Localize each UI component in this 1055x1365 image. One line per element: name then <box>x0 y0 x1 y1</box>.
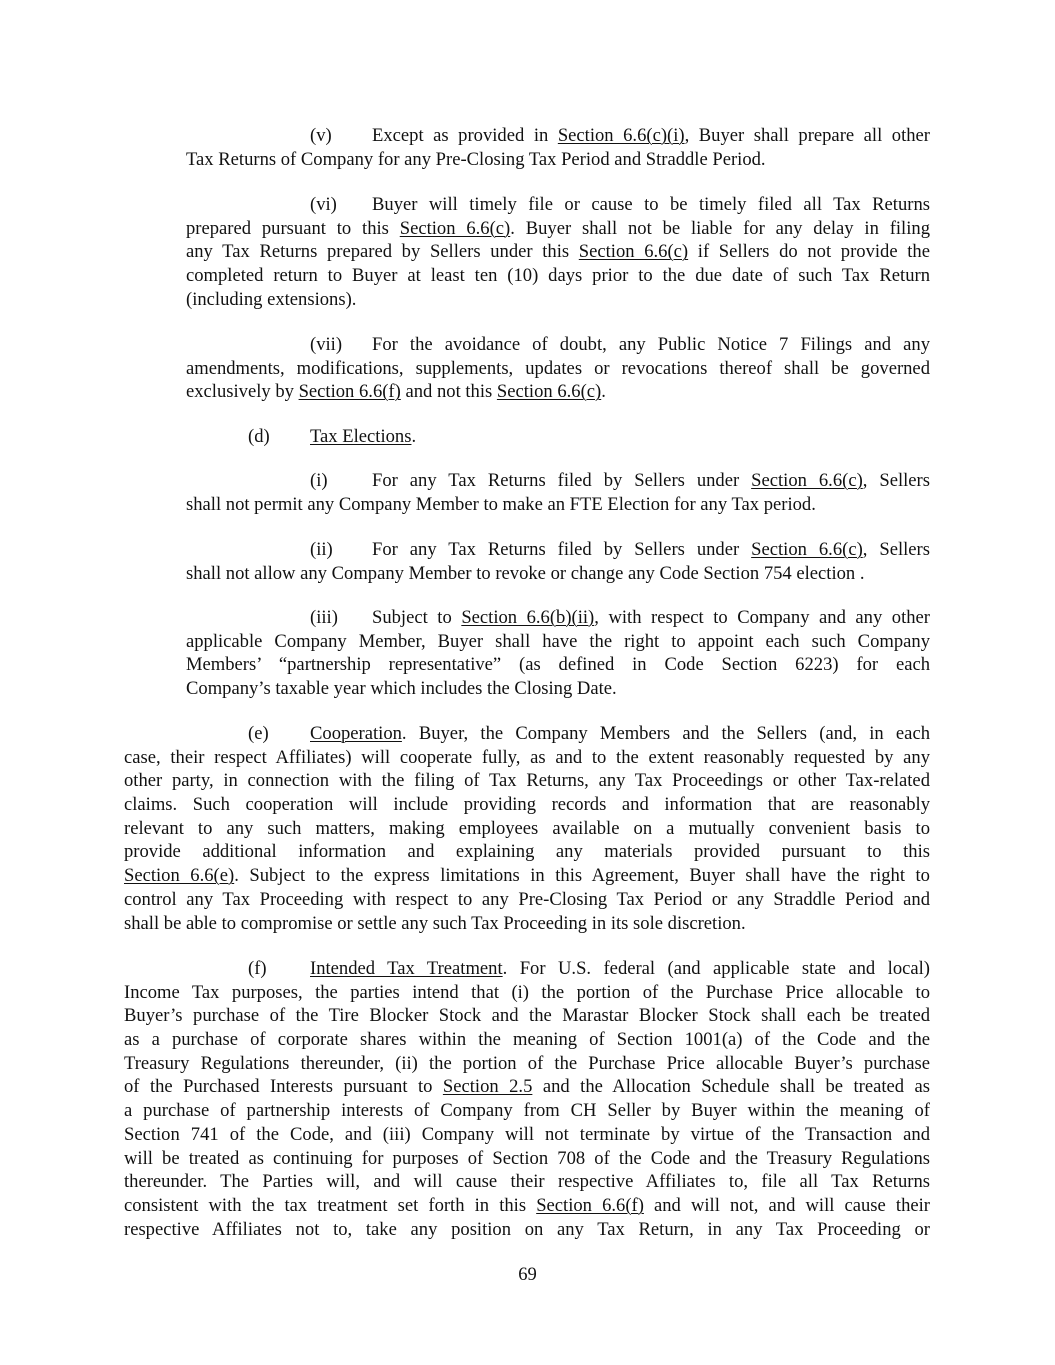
section-reference: Section 6.6(b)(ii) <box>461 607 595 628</box>
item-number: (vii) <box>310 334 343 355</box>
item-number: (iii) <box>310 607 338 628</box>
item-number: (e) <box>248 723 269 744</box>
paragraph-c-vi: (vi) Buyer will timely file or cause to be timely filed all Tax Returns prepared pursuant to this Section 6.6(c). Buyer shall not be liable for any delay in filing any Tax Returns prepared by Sellers under this Section 6.6(c) if Sellers do not provide the completed return to Buyer at least ten (10) days prior to the due date of such Tax Return (including extensions). <box>186 194 930 310</box>
paragraph-d-i: (i) For any Tax Returns filed by Sellers under Section 6.6(c), Sellers shall not permit any Company Member to make an FTE Election for any Tax period. <box>186 470 930 515</box>
paragraph-c-v: (v) Except as provided in Section 6.6(c)(i), Buyer shall prepare all other Tax Returns of Company for any Pre-Closing Tax Period and Straddle Period. <box>186 125 930 170</box>
item-number: (v) <box>310 125 332 146</box>
item-number: (vi) <box>310 194 337 215</box>
section-title: Cooperation <box>310 723 402 744</box>
paragraph-d-iii: (iii) Subject to Section 6.6(b)(ii), with respect to Company and any other applicable Company Member, Buyer shall have the right to appoint each such Company Members’ “partnership representative” (as defined in Code Section 6223) for each Company’s taxable year which includes the Closing Date. <box>186 607 931 700</box>
item-number: (d) <box>248 426 270 447</box>
section-reference: Section 6.6(c) <box>578 241 689 263</box>
paragraph-e-cooperation: (e) Cooperation. Buyer, the Company Members and the Sellers (and, in each case, their respect Affiliates) will cooperate fully, as and to the extent reasonably requested by any other party, in connection with the filing of Tax Returns, any Tax Proceedings or other Tax-related claims. Such cooperation will include providing records and information that are reasonably relevant to any such matters, making employees available on a mutually convenient basis to provide additional information and explaining any materials provided pursuant to this Section 6.6(e). Subject to the express limitations in this Agreement, Buyer shall have the right to control any Tax Proceeding with respect to any Pre-Closing Tax Period or any Straddle Period and shall be able to compromise or settle any such Tax Proceeding in its sole discretion. <box>124 723 930 934</box>
section-title: Tax Elections <box>310 426 412 447</box>
section-reference: Section 6.6(c) <box>496 381 602 403</box>
paragraph-d-ii: (ii) For any Tax Returns filed by Sellers under Section 6.6(c), Sellers shall not allow any Company Member to revoke or change any Code Section 754 election . <box>186 539 930 584</box>
page-number: 69 <box>518 1264 537 1285</box>
item-number: (f) <box>248 958 267 979</box>
section-reference: Section 2.5 <box>442 1076 533 1098</box>
section-reference: Section 6.6(c) <box>751 470 863 491</box>
section-reference: Section 6.6(c) <box>751 539 863 560</box>
paragraph-c-vii: (vii) For the avoidance of doubt, any Public Notice 7 Filings and any amendments, modifications, supplements, updates or revocations thereof shall be governed exclusively by Section 6.6(f) and not this Section 6.6(c). <box>186 334 930 403</box>
item-number: (ii) <box>310 539 333 560</box>
section-title: Intended Tax Treatment <box>310 958 503 979</box>
section-reference: Section 6.6(f) <box>298 381 401 403</box>
paragraph-f-intended-tax-treatment: (f) Intended Tax Treatment. For U.S. federal (and applicable state and local) Income Tax purposes, the parties intend that (i) the portion of the Purchase Price allocable to Buyer’s purchase of the Tire Blocker Stock and the Marastar Blocker Stock shall each be treated as a purchase of corporate shares within the meaning of Section 1001(a) of the Code and the Treasury Regulations thereunder, (ii) the portion of the Purchase Price allocable Buyer’s purchase of the Purchased Interests pursuant to Section 2.5 and the Allocation Schedule shall be treated as a purchase of partnership interests of Company from CH Seller by Buyer within the meaning of Section 741 of the Code, and (iii) Company will not terminate by virtue of the Transaction and will be treated as continuing for purposes of Section 708 of the Code and the Treasury Regulations thereunder. The Parties will, and will cause their respective Affiliates to, file all Tax Returns consistent with the tax treatment set forth in this Section 6.6(f) and will not, and will cause their respective Affiliates not to, take any position on any Tax Return, in any Tax Proceeding or <box>124 958 930 1240</box>
section-reference: Section 6.6(c) <box>399 217 511 239</box>
section-reference: Section 6.6(e) <box>124 865 235 887</box>
section-reference: Section 6.6(f) <box>536 1194 644 1216</box>
item-number: (i) <box>310 470 328 491</box>
heading-d-tax-elections: (d) Tax Elections. <box>248 426 417 447</box>
section-reference: Section 6.6(c)(i) <box>557 125 685 146</box>
